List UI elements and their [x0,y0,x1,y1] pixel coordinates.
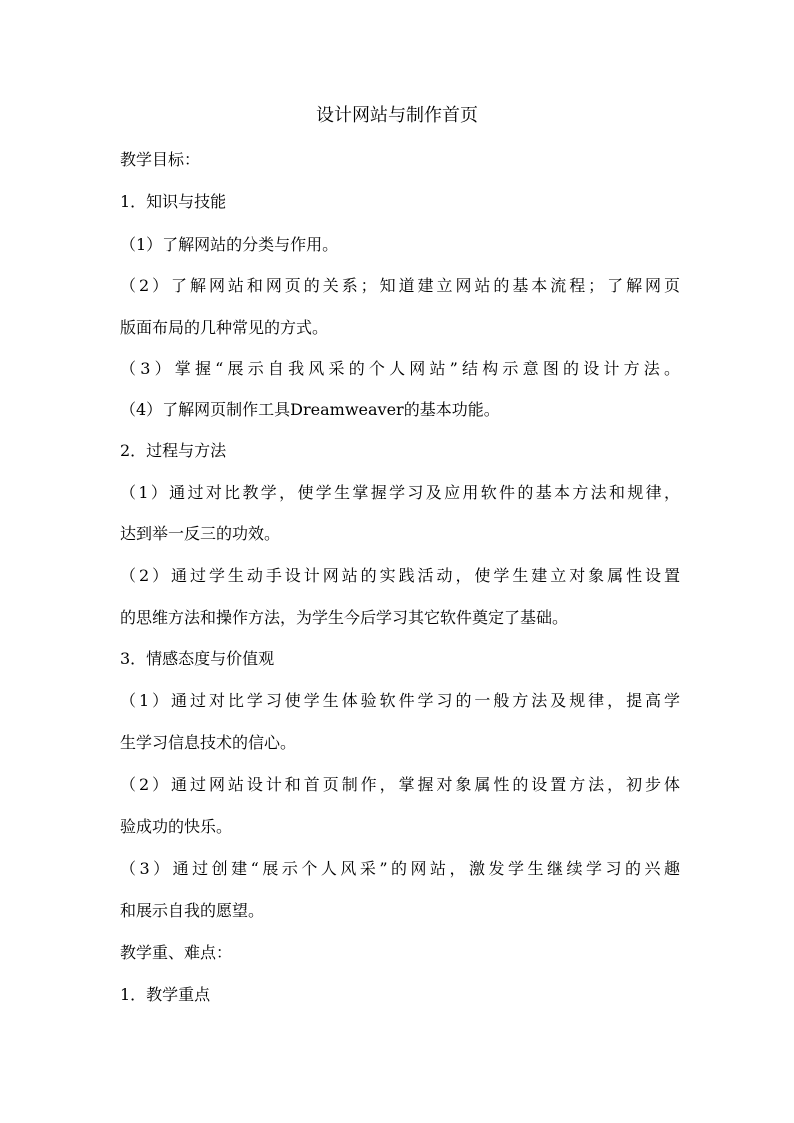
goal-item-3-2-line-2: 验成功的快乐。 [120,817,233,836]
heading-emotion-values: 3．情感态度与价值观 [120,649,275,668]
goal-item-2-2-line-1: （2）通过学生动手设计网站的实践活动，使学生建立对象属性设置 [120,566,680,585]
heading-teaching-key-points: 1．教学重点 [120,985,211,1004]
heading-knowledge-skills: 1．知识与技能 [120,192,227,211]
document-title: 设计网站与制作首页 [316,105,478,126]
goal-item-2-1-line-2: 达到举一反三的功效。 [120,524,281,543]
goal-item-3-1-line-1: （1）通过对比学习使学生体验软件学习的一般方法及规律，提高学 [120,691,680,710]
heading-key-difficult-points: 教学重、难点： [120,943,233,962]
goal-item-1-2-line-2: 版面布局的几种常见的方式。 [120,318,329,337]
heading-teaching-goals: 教学目标： [120,150,201,169]
heading-process-methods: 2．过程与方法 [120,441,227,460]
goal-item-1-2-line-1: （2）了解网站和网页的关系；知道建立网站的基本流程；了解网页 [120,276,680,295]
goal-item-3-1-line-2: 生学习信息技术的信心。 [120,733,297,752]
goal-item-3-3-line-2: 和展示自我的愿望。 [120,901,265,920]
goal-item-1-1: （1）了解网站的分类与作用。 [120,235,339,254]
goal-item-2-1-line-1: （1）通过对比教学，使学生掌握学习及应用软件的基本方法和规律， [120,483,680,502]
goal-item-1-4: （4）了解网页制作工具Dreamweaver的基本功能。 [120,400,500,419]
goal-item-3-2-line-1: （2）通过网站设计和首页制作，掌握对象属性的设置方法，初步体 [120,775,680,794]
goal-item-1-3: （3）掌握“展示自我风采的个人网站”结构示意图的设计方法。 [120,359,680,378]
goal-item-2-2-line-2: 的思维方法和操作方法，为学生今后学习其它软件奠定了基础。 [120,608,569,627]
goal-item-3-3-line-1: （3）通过创建“展示个人风采”的网站，激发学生继续学习的兴趣 [120,859,680,878]
